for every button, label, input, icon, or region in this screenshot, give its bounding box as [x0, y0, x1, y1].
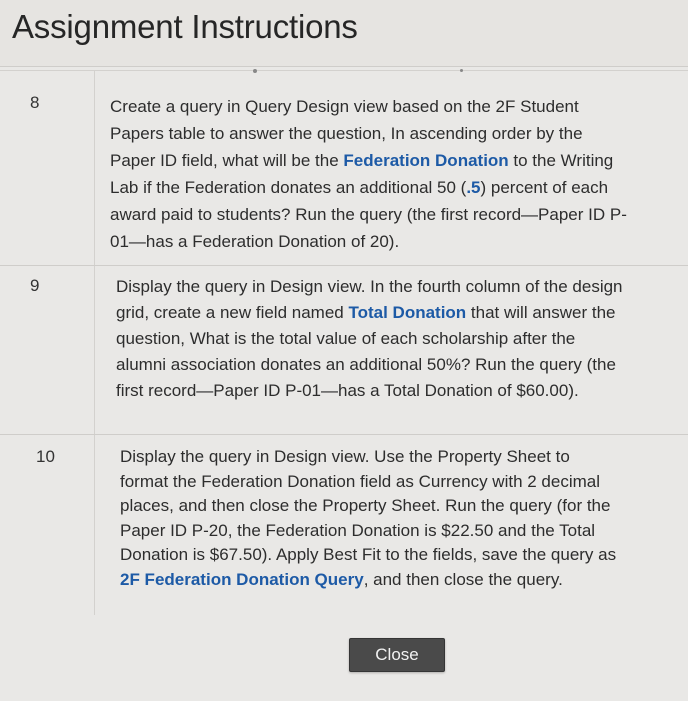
step-text-part: Display the query in Design view. In the fourth column of the design grid, create a new field named: [116, 277, 623, 322]
step-text-part: that will answer the question, What is the total value of each scholarship after the alumni association donates an additional 50%? Run the query (the first record—Paper ID P-01—has a Total Donation of $60.00).: [116, 303, 616, 400]
step-text-part: , and then close the query.: [363, 569, 563, 589]
step-row-9: [0, 266, 688, 435]
step-text: [110, 93, 630, 255]
step-text-part: Create a query in Query Design view based on the 2F Student Papers table to answer the question, In ascending order by the Paper ID field, what will be the: [110, 97, 583, 170]
highlight-term: 2F Federation Donation Query: [120, 569, 364, 589]
step-number-cell: [0, 266, 95, 434]
highlight-term: .5: [466, 178, 481, 197]
step-row-10: [0, 435, 688, 615]
step-text-part: ) percent of each award paid to students? Run the query (the first record—Paper ID P-01—has a Federation Donation of 20).: [110, 178, 627, 251]
step-text-part: Display the query in Design view. Use the Property Sheet to format the Federation Donation field as Currency with 2 decimal places, and then close the Property Sheet. Run the query (for the Paper ID P-20, the Federation Donation is $22.50 and the Total Donation is $67.50). Apply Best Fit to the fields, save the query as: [120, 447, 617, 564]
step-number-cell: [0, 71, 95, 265]
step-text: [116, 274, 626, 404]
step-text-part: to the Writing Lab if the Federation donates an additional 50 (: [110, 151, 614, 197]
step-text: [120, 445, 620, 592]
highlight-term: Total Donation: [348, 303, 467, 322]
highlight-term: Federation Donation: [343, 151, 509, 170]
step-number-cell: [0, 435, 95, 615]
step-number: 10: [36, 447, 55, 466]
step-number: 9: [30, 276, 40, 295]
close-button[interactable]: Close: [349, 638, 445, 672]
step-number: 8: [30, 93, 40, 112]
step-row-8: [0, 71, 688, 266]
page-title: Assignment Instructions: [12, 8, 358, 45]
